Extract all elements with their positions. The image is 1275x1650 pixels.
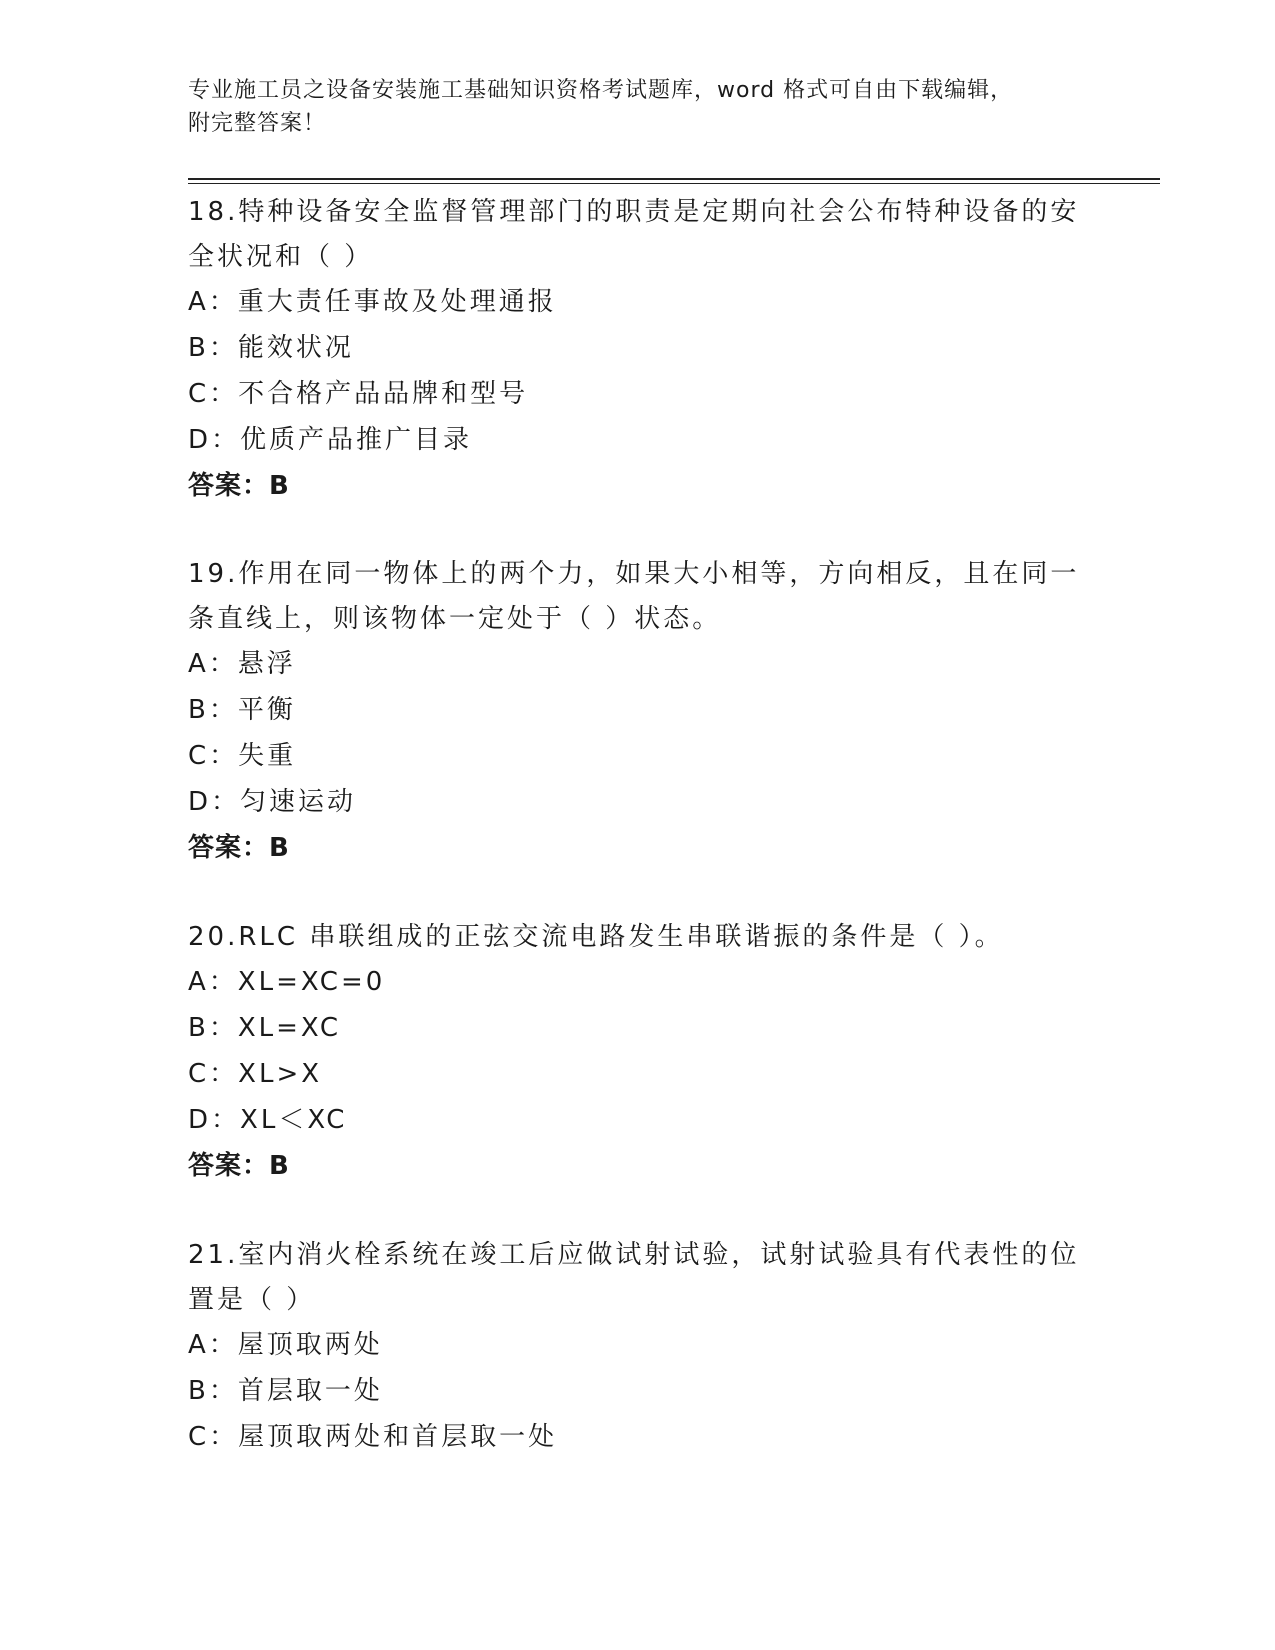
header-title-line-1: 专业施工员之设备安装施工基础知识资格考试题库，word 格式可自由下载编辑， (188, 78, 1014, 103)
option-c: C：XL>X (188, 1059, 323, 1089)
document-header (188, 74, 1068, 140)
option-c: C：不合格产品品牌和型号 (188, 379, 529, 409)
option-b: B：平衡 (188, 695, 296, 725)
question-stem-continuation: 置是（ ） (188, 1285, 316, 1315)
question-stem: 20.RLC 串联组成的正弦交流电路发生串联谐振的条件是（ ）。 (188, 922, 1004, 952)
question-stem-continuation: 条直线上，则该物体一定处于（ ）状态。 (188, 604, 722, 634)
question-stem: 21.室内消火栓系统在竣工后应做试射试验，试射试验具有代表性的位 (188, 1240, 1080, 1270)
question-stem-continuation: 全状况和（ ） (188, 242, 374, 272)
answer-line: 答案：B (188, 833, 290, 863)
option-d: D：优质产品推广目录 (188, 425, 473, 455)
question-19 (188, 552, 1079, 872)
option-c: C：失重 (188, 741, 297, 771)
option-d: D：XL＜XC (188, 1105, 348, 1135)
option-b: B：首层取一处 (188, 1376, 383, 1406)
header-divider-thick (188, 178, 1160, 180)
question-21 (188, 1233, 1079, 1461)
header-divider-thin (188, 183, 1160, 184)
question-stem: 19.作用在同一物体上的两个力，如果大小相等，方向相反，且在同一 (188, 559, 1080, 589)
answer-line: 答案：B (188, 1151, 290, 1181)
answer-line: 答案：B (188, 471, 290, 501)
option-a: A：重大责任事故及处理通报 (188, 287, 557, 317)
option-a: A：XL=XC=0 (188, 967, 386, 997)
question-18 (188, 190, 1079, 510)
option-a: A：悬浮 (188, 649, 296, 679)
option-c: C：屋顶取两处和首层取一处 (188, 1422, 558, 1452)
question-stem: 18.特种设备安全监督管理部门的职责是定期向社会公布特种设备的安 (188, 197, 1080, 227)
option-b: B：XL=XC (188, 1013, 341, 1043)
option-a: A：屋顶取两处 (188, 1330, 383, 1360)
question-20 (188, 915, 1004, 1190)
option-d: D：匀速运动 (188, 787, 357, 817)
header-title-line-2: 附完整答案！ (188, 111, 327, 136)
option-b: B：能效状况 (188, 333, 354, 363)
